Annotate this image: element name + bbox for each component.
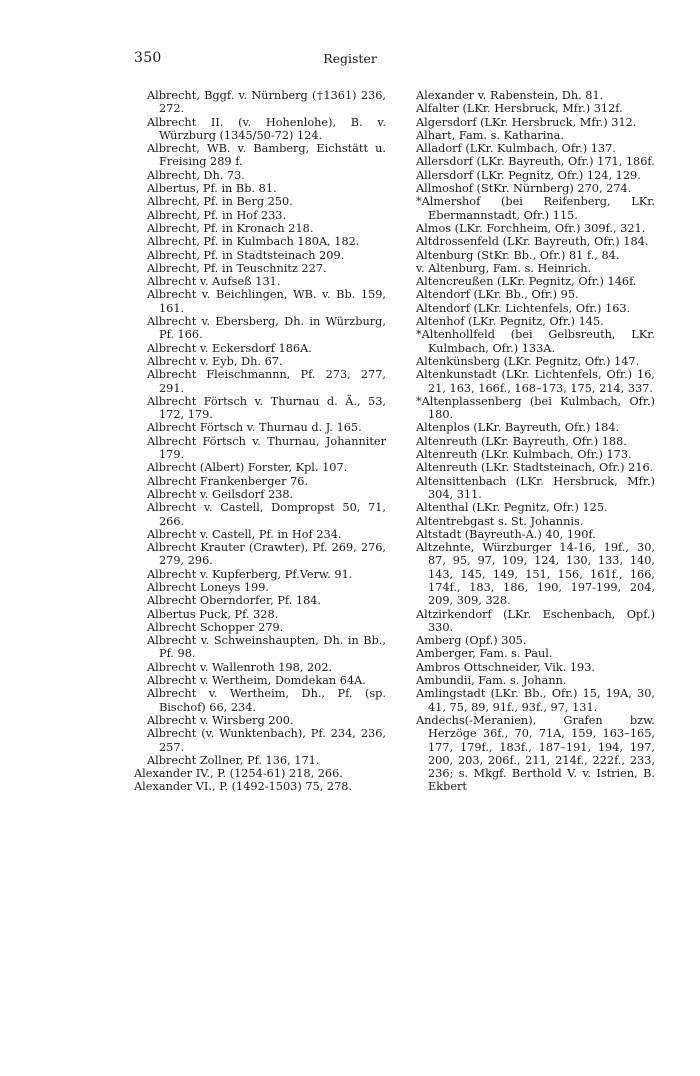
- register-entry: Albrecht v. Wallenroth 198, 202.: [147, 660, 333, 674]
- register-entry: Altentrebgast s. St. Johannis.: [416, 514, 584, 528]
- register-entry: Albrecht, Pf. in Kulmbach 180A, 182.: [147, 235, 360, 249]
- register-entry: Altenreuth (LKr. Kulmbach, Ofr.) 173.: [416, 448, 632, 462]
- register-entry: Alexander IV., P. (1254-61) 218, 266.: [134, 767, 343, 781]
- register-entry: Allersdorf (LKr. Pegnitz, Ofr.) 124, 129.: [416, 168, 641, 182]
- register-entry: Allmoshof (StKr. Nürnberg) 270, 274.: [416, 182, 632, 196]
- register-entry: Altenkunstadt (LKr. Lichtenfels, Ofr.) 16, 21, 163, 166f., 168–173, 175, 214, 337.: [416, 368, 655, 395]
- register-entry: Altenhof (LKr. Pegnitz, Ofr.) 145.: [416, 315, 604, 329]
- register-entry: Ambundii, Fam. s. Johann.: [416, 674, 567, 688]
- register-entry: Albrecht, Pf. in Kronach 218.: [147, 221, 314, 235]
- register-entry: Albrecht v. Schweinshaupten, Dh. in Bb., Pf. 98.: [147, 634, 386, 661]
- register-entry: Albrecht Krauter (Crawter), Pf. 269, 276, 279, 296.: [147, 541, 386, 568]
- register-entry: Albrecht, Bggf. v. Nürnberg (†1361) 236, 272.: [147, 89, 386, 116]
- register-entry: Altenreuth (LKr. Stadtsteinach, Ofr.) 216.: [416, 461, 654, 475]
- register-entry: Albrecht, Pf. in Stadtsteinach 209.: [147, 248, 345, 262]
- register-entry: Altenplos (LKr. Bayreuth, Ofr.) 184.: [416, 421, 620, 435]
- register-entry: *Almershof (bei Reifenberg, LKr. Ebermannstadt, Ofr.) 115.: [416, 195, 655, 222]
- register-entry: Albrecht, Pf. in Berg 250.: [147, 195, 293, 209]
- register-entry: Albrecht Förtsch v. Thurnau d. Ä., 53, 172, 179.: [147, 394, 386, 422]
- register-entry: Albrecht, Dh. 73.: [147, 168, 245, 182]
- register-entry: Altenkünsberg (LKr. Pegnitz, Ofr.) 147.: [416, 354, 640, 368]
- register-entry: Albertus, Pf. in Bb. 81.: [147, 182, 277, 196]
- register-entry: Altencreußen (LKr. Pegnitz, Ofr.) 146f.: [416, 275, 637, 289]
- register-entry: Alexander v. Rabenstein, Dh. 81.: [416, 89, 604, 102]
- register-entry: Albrecht v. Geilsdorf 238.: [147, 487, 294, 501]
- register-entry: Amberg (Opf.) 305.: [416, 634, 527, 648]
- register-entry: Albrecht Schopper 279.: [147, 620, 284, 634]
- register-entry: Altzehnte, Würzburger 14-16, 19f., 30, 87, 95, 97, 109, 124, 130, 133, 140, 143, 145, 149, 151, 156, 161f., 166, 174f., 183, 186, 190, 197-199, 204, 209, 309, 328.: [416, 541, 655, 608]
- register-entry: Amlingstadt (LKr. Bb., Ofr.) 15, 19A, 30, 41, 75, 89, 91f., 93f., 97, 131.: [416, 687, 655, 714]
- register-entry: Altzirkendorf (LKr. Eschenbach, Opf.) 330.: [416, 607, 655, 634]
- register-entry: Albrecht, Pf. in Hof 233.: [147, 208, 287, 222]
- register-entry: Albrecht Fleischmannn, Pf. 273, 277, 291.: [147, 368, 386, 395]
- register-entry: *Altenplassenberg (bei Kulmbach, Ofr.) 180.: [416, 394, 655, 422]
- register-column-left: [134, 89, 386, 794]
- register-entry: Alladorf (LKr. Kulmbach, Ofr.) 137.: [416, 142, 616, 156]
- register-entry: Alfalter (LKr. Hersbruck, Mfr.) 312f.: [416, 102, 623, 116]
- register-entry: Albrecht Frankenberger 76.: [147, 474, 309, 488]
- register-entry: Albrecht Förtsch v. Thurnau, Johanniter 179.: [147, 434, 386, 462]
- register-entry: Altenthal (LKr. Pegnitz, Ofr.) 125.: [416, 501, 608, 515]
- register-entry: Albrecht (v. Wunktenbach), Pf. 234, 236, 257.: [147, 727, 386, 754]
- register-entry: Altstadt (Bayreuth-A.) 40, 190f.: [416, 527, 596, 541]
- register-entry: Algersdorf (LKr. Hersbruck, Mfr.) 312.: [416, 115, 637, 129]
- page-title: Register: [323, 51, 377, 66]
- register-entry: Altdrossenfeld (LKr. Bayreuth, Ofr.) 184.: [416, 235, 649, 249]
- register-entry: Ambros Ottschneider, Vik. 193.: [416, 660, 596, 674]
- register-entry: Albrecht v. Wirsberg 200.: [147, 713, 294, 727]
- register-entry: Albrecht II. (v. Hohenlohe), B. v. Würzburg (1345/50-72) 124.: [147, 115, 386, 142]
- register-entry: Albrecht Zollner, Pf. 136, 171.: [147, 753, 320, 767]
- register-entry: Allersdorf (LKr. Bayreuth, Ofr.) 171, 186f.: [416, 155, 655, 169]
- register-entry: Albrecht Oberndorfer, Pf. 184.: [147, 594, 322, 608]
- register-entry: Albertus Puck, Pf. 328.: [147, 607, 279, 621]
- register-entry: Albrecht Förtsch v. Thurnau d. J. 165.: [147, 421, 362, 435]
- register-entry: Almos (LKr. Forchheim, Ofr.) 309f., 321.: [416, 221, 646, 235]
- register-entry: v. Altenburg, Fam. s. Heinrich.: [416, 261, 592, 275]
- register-entry: Alexander VI., P. (1492-1503) 75, 278.: [134, 780, 353, 794]
- register-entry: Amberger, Fam. s. Paul.: [416, 647, 553, 661]
- register-entry: Albrecht, Pf. in Teuschnitz 227.: [147, 261, 327, 275]
- register-entry: Albrecht Loneys 199.: [147, 580, 270, 594]
- register-entry: Albrecht v. Eyb, Dh. 67.: [147, 354, 283, 368]
- register-entry: Altenburg (StKr. Bb., Ofr.) 81 f., 84.: [416, 248, 620, 262]
- page-header: [0, 50, 700, 70]
- register-entry: Albrecht (Albert) Forster, Kpl. 107.: [147, 461, 348, 475]
- register-entry: Alhart, Fam. s. Katharina.: [416, 128, 564, 142]
- register-entry: Albrecht v. Kupferberg, Pf.Verw. 91.: [147, 567, 353, 581]
- register-entry: Albrecht v. Castell, Dompropst 50, 71, 266.: [147, 501, 386, 528]
- register-entry: Albrecht v. Wertheim, Dh., Pf. (sp. Bischof) 66, 234.: [147, 687, 386, 714]
- register-column-right: [403, 89, 655, 794]
- register-entry: Altendorf (LKr. Lichtenfels, Ofr.) 163.: [416, 301, 631, 315]
- register-entry: Albrecht v. Aufseß 131.: [147, 275, 281, 289]
- register-entry: Altensittenbach (LKr. Hersbruck, Mfr.) 304, 311.: [416, 474, 655, 501]
- register-entry: *Altenhollfeld (bei Gelbsreuth, LKr. Kulmbach, Ofr.) 133A.: [416, 328, 655, 355]
- register-entry: Albrecht v. Wertheim, Domdekan 64A.: [147, 674, 366, 688]
- register-entry: Albrecht v. Eckersdorf 186A.: [147, 341, 312, 355]
- register-entry: Albrecht v. Beichlingen, WB. v. Bb. 159, 161.: [147, 288, 386, 315]
- register-entry: Albrecht, WB. v. Bamberg, Eichstätt u. Freising 289 f.: [147, 142, 386, 169]
- register-entry: Albrecht v. Ebersberg, Dh. in Würzburg, Pf. 166.: [147, 315, 386, 342]
- register-entry: Altenreuth (LKr. Bayreuth, Ofr.) 188.: [416, 434, 627, 448]
- register-entry: Altendorf (LKr. Bb., Ofr.) 95.: [416, 288, 579, 302]
- register-entry: Andechs(-Meranien), Grafen bzw. Herzöge 36f., 70, 71A, 159, 163–165, 177, 179f., 183f., 187–191, 194, 197, 200, 203, 206f., 211, 214f., 222f., 233, 236; s. Mkgf. Berthold V. v. Istrien, B. Ekbert: [416, 713, 655, 794]
- register-entry: Albrecht v. Castell, Pf. in Hof 234.: [147, 527, 342, 541]
- page-number: 350: [134, 50, 162, 66]
